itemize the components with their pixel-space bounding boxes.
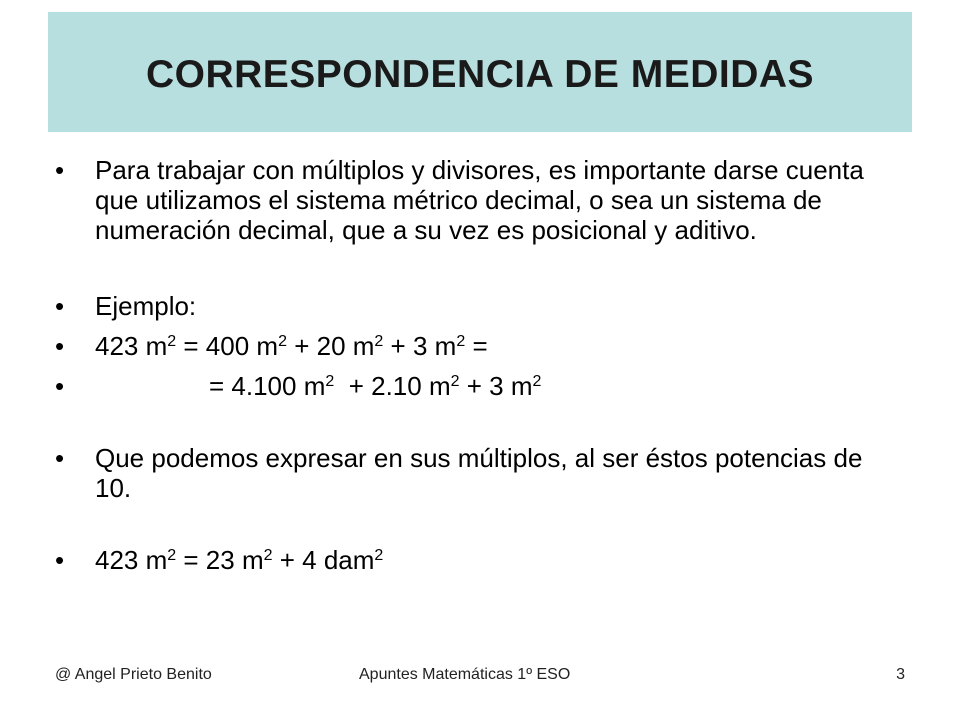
intro-paragraph: Para trabajar con múltiplos y divisores, es importante darse cuenta que utilizamos el sistema métrico decimal, o sea un sistema de numeración decimal, que a su vez es posicional y aditivo. [95,155,872,245]
bullet-dot-icon: • [55,331,65,361]
slide-footer [55,666,905,686]
equation-1: 423 $m^2 = 400$ $m^2 + 20$ $m^2 + 3$ $m^2$ = [95,331,488,361]
bullet-list [55,151,905,575]
bullet-equation-1 [55,331,905,361]
bullet-equation-3 [55,545,905,575]
bullet-dot-icon: • [55,371,65,401]
bullet-dot-icon: • [55,291,65,321]
bullet-dot-icon: • [55,545,65,575]
bullet-multiplos [55,443,905,503]
bullet-dot-icon: • [55,443,65,473]
footer-page-number: 3 [896,666,905,683]
bullet-intro [55,155,905,245]
bullet-equation-2 [55,371,905,401]
ejemplo-label: Ejemplo: [95,291,197,321]
footer-course: Apuntes Matemáticas 1º ESO [359,666,571,683]
slide-title: CORRESPONDENCIA DE MEDIDAS [145,53,815,96]
footer-author: @ Angel Prieto Benito [55,666,212,683]
multiplos-paragraph: Que podemos expresar en sus múltiplos, al ser éstos potencias de 10. [95,443,870,503]
bullet-ejemplo [55,291,905,321]
equation-3: 423 $m^2 = 23$ $m^2 + 4$ dam$^2$ [95,545,384,575]
title-band [48,12,912,132]
equation-2: = 4.100 $m^2 + 2.10$ $m^2 + 3$ $m^2$ [209,371,542,401]
bullet-dot-icon: • [55,155,65,185]
